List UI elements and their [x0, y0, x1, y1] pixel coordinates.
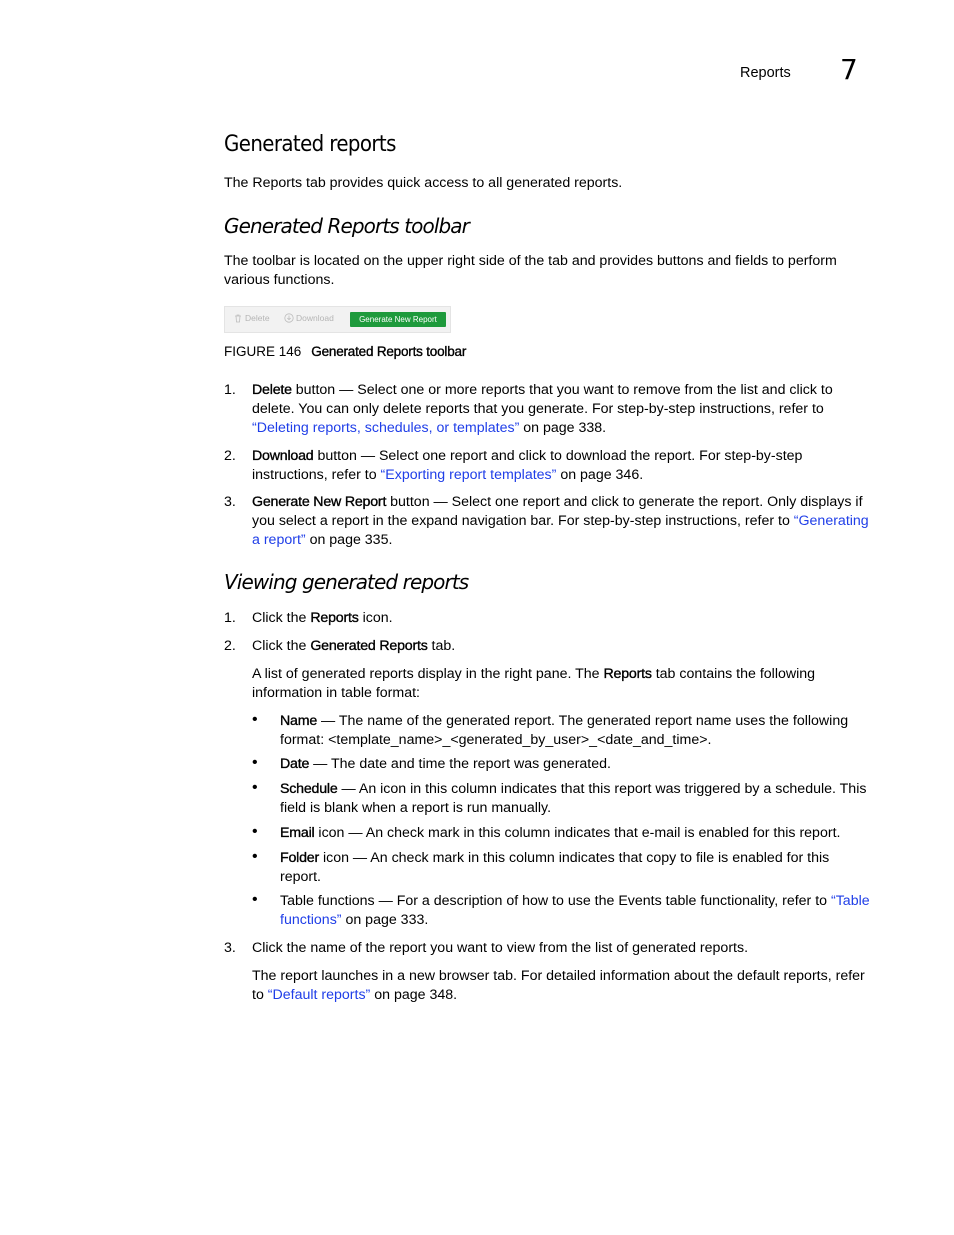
- figure-label: FIGURE 146: [224, 344, 302, 359]
- item-term: Generate New Report: [252, 494, 387, 510]
- delete-button-label: Delete: [245, 313, 270, 323]
- download-button[interactable]: [284, 313, 334, 323]
- item-text: Click the Generated Reports tab.: [252, 638, 456, 654]
- item-term: Download: [252, 448, 314, 464]
- figure-caption: [224, 344, 466, 359]
- download-icon: [284, 313, 294, 323]
- delete-button[interactable]: [233, 313, 270, 323]
- link-generating-report[interactable]: “Generating a report”: [252, 513, 869, 548]
- viewing-heading: Viewing generated reports: [224, 570, 469, 594]
- item-number: 3.: [224, 940, 236, 956]
- generated-reports-toolbar-figure: [224, 306, 451, 333]
- link-exporting-templates[interactable]: “Exporting report templates”: [380, 467, 557, 483]
- bullet-dot: •: [252, 711, 258, 728]
- item-text: Download button — Select one report and click to download the report. For step-by-step instructions, refer to “Exporting report templates” on page 346.: [252, 448, 803, 483]
- page-title: Generated reports: [224, 132, 396, 157]
- trash-icon: [233, 313, 243, 323]
- toolbar-description: The toolbar is located on the upper right side of the tab and provides buttons and fields to perform various functions.: [224, 253, 837, 288]
- item-text: Generate New Report button — Select one report and click to generate the report. Only displays if you select a report in the expand navigation bar. For step-by-step instructions, refer to “Generating a report” on page 335.: [252, 494, 869, 548]
- item-term: Delete: [252, 382, 292, 398]
- intro-paragraph: The Reports tab provides quick access to all generated reports.: [224, 175, 623, 191]
- item-number: 2.: [224, 638, 236, 654]
- step3-note: The report launches in a new browser tab. For detailed information about the default reports, refer to “Default reports” on page 348.: [252, 968, 865, 1003]
- item-text: Delete button — Select one or more reports that you want to remove from the list and click to delete. You can only delete reports that you generate. For step-by-step instructions, refer to “Deleting reports, schedules, or templates” on page 338.: [252, 382, 833, 436]
- download-button-label: Download: [296, 313, 334, 323]
- link-table-functions[interactable]: “Table functions”: [280, 893, 870, 928]
- item-number: 2.: [224, 448, 236, 464]
- generate-new-report-button[interactable]: Generate New Report: [350, 312, 446, 327]
- bullet-dot: •: [252, 823, 258, 840]
- step2-note: A list of generated reports display in the right pane. The Reports tab contains the following information in table format:: [252, 666, 816, 701]
- item-number: 3.: [224, 494, 236, 510]
- item-text: Click the Reports icon.: [252, 610, 393, 626]
- chapter-number: 7: [840, 53, 858, 86]
- bullet-dot: •: [252, 779, 258, 796]
- bullet-dot: •: [252, 891, 258, 908]
- link-deleting-reports[interactable]: “Deleting reports, schedules, or templates”: [252, 420, 520, 436]
- link-default-reports[interactable]: “Default reports”: [267, 987, 371, 1003]
- figure-title: Generated Reports toolbar: [311, 344, 467, 359]
- toolbar-heading: Generated Reports toolbar: [224, 214, 469, 238]
- item-number: 1.: [224, 610, 236, 626]
- bullet-dot: •: [252, 754, 258, 771]
- running-header-section: Reports: [740, 65, 791, 81]
- item-text: Click the name of the report you want to view from the list of generated reports.: [252, 940, 749, 956]
- bullet-dot: •: [252, 848, 258, 865]
- item-number: 1.: [224, 382, 236, 398]
